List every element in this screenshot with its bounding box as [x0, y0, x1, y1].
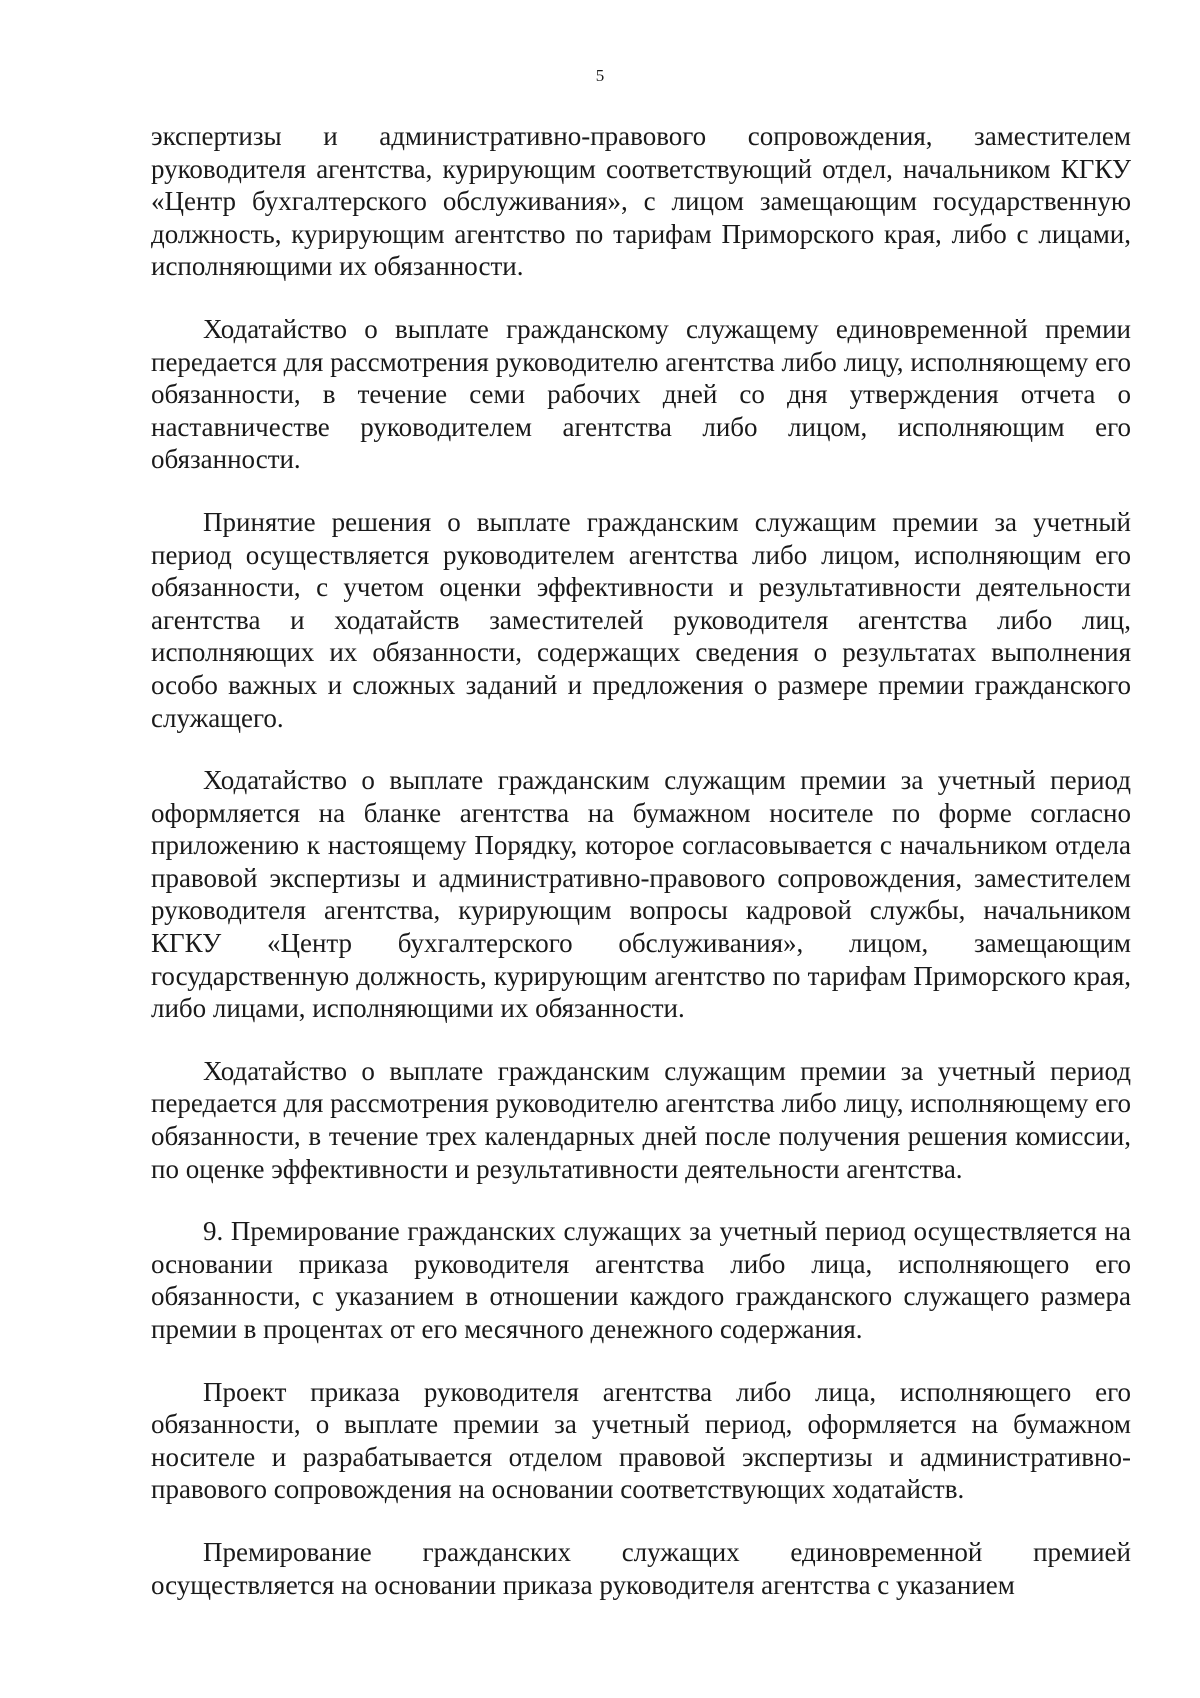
paragraph: Ходатайство о выплате гражданским служащим премии за учетный период передается для рассмотрения руководителю агентства либо лицу, исполняющему его обязанности, в течение трех календарных дней после получения решения комиссии, по оценке эффективности и результативности деятельности агентства.: [151, 1055, 1131, 1184]
paragraph: Принятие решения о выплате гражданским служащим премии за учетный период осуществляется руководителем агентства либо лицом, исполняющим его обязанности, с учетом оценки эффективности и результативности деятельности агентства и ходатайств заместителей руководителя агентства либо лиц, исполняющих их обязанности, содержащих сведения о результатах выполнения особо важных и сложных заданий и предложения о размере премии гражданского служащего.: [151, 506, 1131, 733]
page-number: 5: [595, 66, 605, 85]
paragraph-truncated: Премирование гражданских служащих единовременной премией осуществляется на основании приказа руководителя агентства с указанием: [151, 1536, 1131, 1600]
paragraph-item-9: 9. Премирование гражданских служащих за учетный период осуществляется на основании приказа руководителя агентства либо лица, исполняющего его обязанности, с указанием в отношении каждого гражданского служащего размера премии в процентах от его месячного денежного содержания.: [151, 1216, 1131, 1344]
paragraph: Ходатайство о выплате гражданским служащим премии за учетный период оформляется на бланке агентства на бумажном носителе по форме согласно приложению к настоящему Порядку, которое согласовывается с начальником отдела правовой экспертизы и административно-правового сопровождения, заместителем руководителя агентства, курирующим вопросы кадровой службы, начальником КГКУ «Центр бухгалтерского обслуживания», лицом, замещающим государственную должность, курирующим агентство по тарифам Приморского края, либо лицами, исполняющими их обязанности.: [151, 765, 1131, 1024]
document-body: [151, 120, 1131, 1601]
paragraph-continuation: экспертизы и административно-правового сопровождения, заместителем руководителя агентства, курирующим соответствующий отдел, начальником КГКУ «Центр бухгалтерского обслуживания», с лицом замещающим государственную должность, курирующим агентство по тарифам Приморского края, либо с лицами, исполняющими их обязанности.: [151, 121, 1131, 282]
paragraph: Проект приказа руководителя агентства либо лица, исполняющего его обязанности, о выплате премии за учетный период, оформляется на бумажном носителе и разрабатывается отделом правовой экспертизы и административно-правового сопровождения на основании соответствующих ходатайств.: [151, 1376, 1131, 1505]
paragraph: Ходатайство о выплате гражданскому служащему единовременной премии передается для рассмотрения руководителю агентства либо лицу, исполняющему его обязанности, в течение семи рабочих дней со дня утверждения отчета о наставничестве руководителем агентства либо лицом, исполняющим его обязанности.: [151, 313, 1131, 475]
